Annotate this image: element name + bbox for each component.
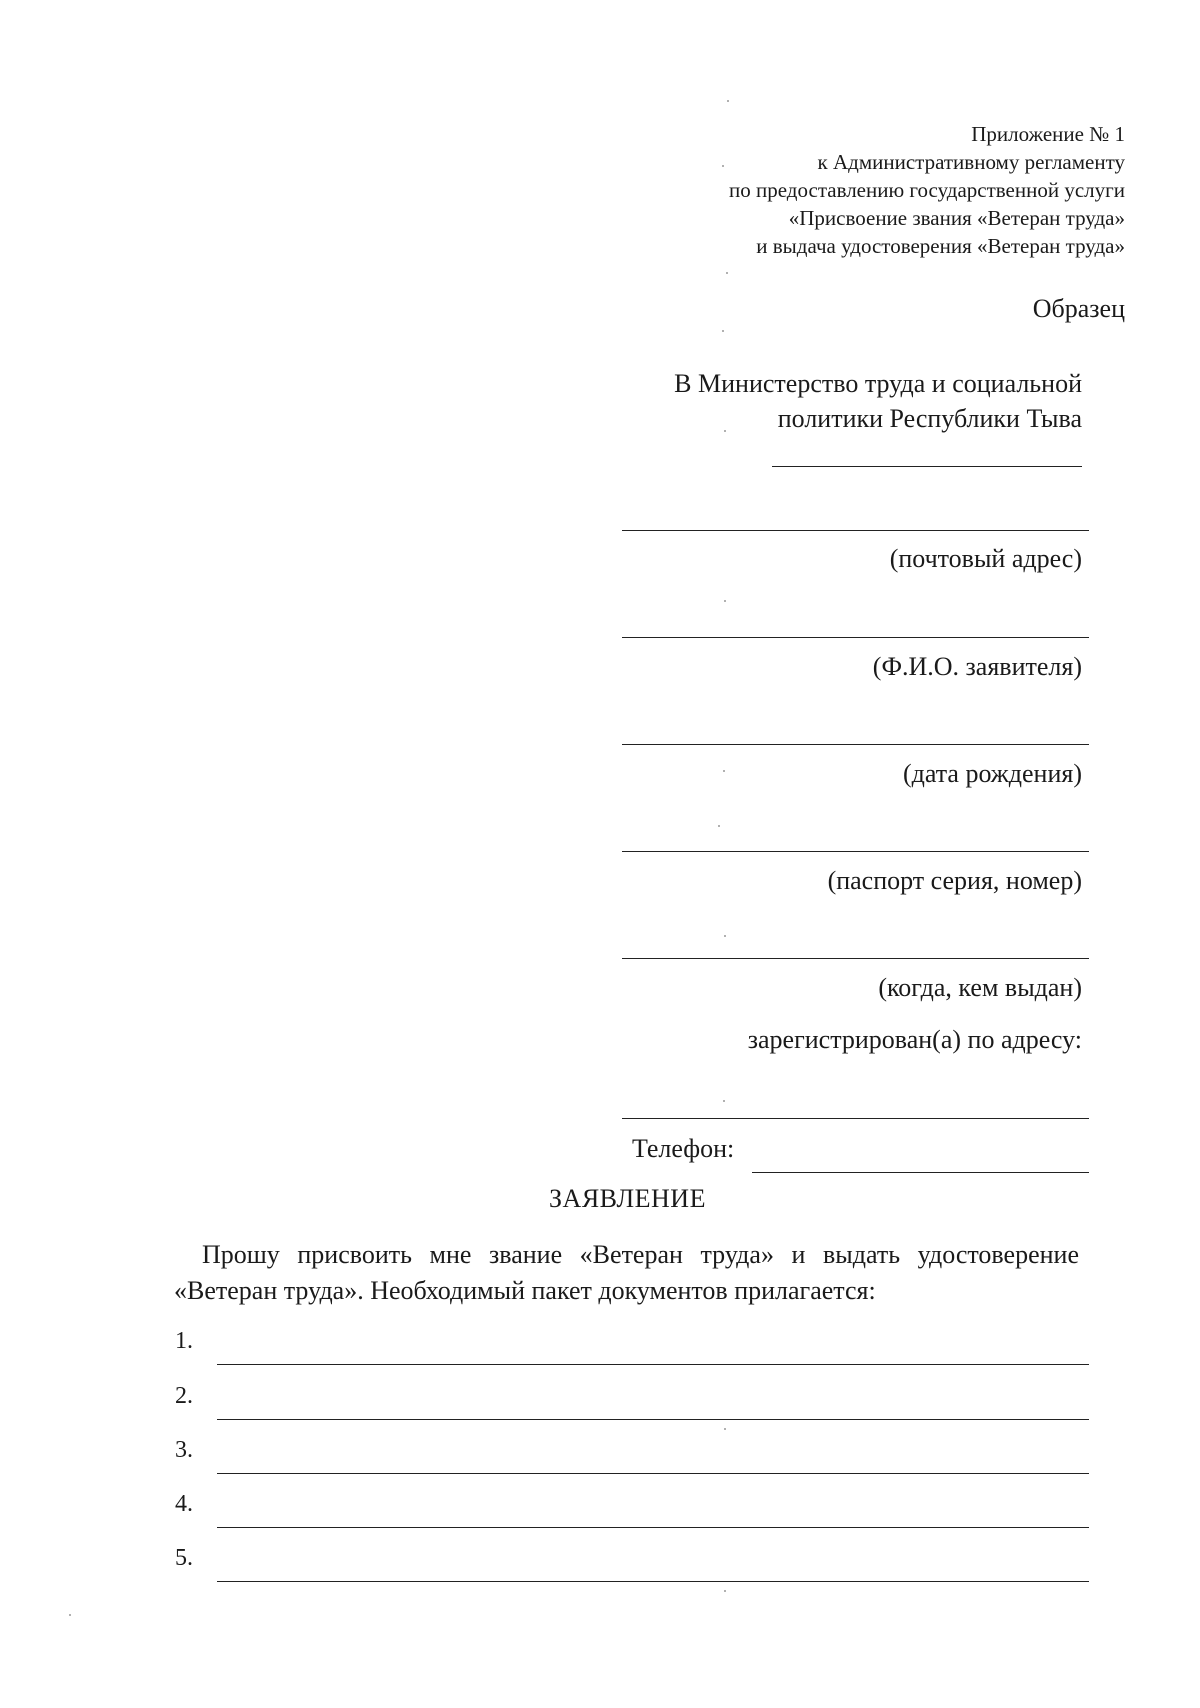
applicant-short-line[interactable] — [772, 466, 1082, 467]
scan-speck — [724, 935, 726, 937]
document-item-number-1: 1. — [175, 1328, 193, 1354]
appendix-line-3: по предоставлению государственной услуги — [729, 178, 1125, 202]
registered-address-label: зарегистрирован(а) по адресу: — [747, 1025, 1082, 1054]
scan-speck — [724, 600, 726, 602]
scan-speck — [722, 165, 724, 167]
scan-speck — [723, 770, 725, 772]
addressee-line-1: В Министерство труда и социальной — [674, 369, 1082, 398]
passport-line[interactable] — [622, 851, 1089, 852]
scan-speck — [718, 825, 720, 827]
scan-speck — [727, 100, 729, 102]
full-name-caption: (Ф.И.О. заявителя) — [872, 652, 1082, 681]
passport-caption: (паспорт серия, номер) — [827, 866, 1082, 895]
document-title: ЗАЯВЛЕНИЕ — [549, 1184, 706, 1213]
appendix-header — [729, 120, 1125, 260]
addressee-block — [674, 366, 1082, 436]
document-item-number-4: 4. — [175, 1491, 193, 1517]
postal-address-caption: (почтовый адрес) — [889, 544, 1082, 573]
phone-label: Телефон: — [632, 1134, 735, 1163]
phone-line[interactable] — [752, 1172, 1089, 1173]
addressee-line-2: политики Республики Тыва — [777, 404, 1082, 433]
document-item-line-3[interactable] — [217, 1473, 1089, 1474]
appendix-line-5: и выдача удостоверения «Ветеран труда» — [756, 234, 1125, 258]
issued-line[interactable] — [622, 958, 1089, 959]
birth-date-caption: (дата рождения) — [902, 759, 1082, 788]
document-item-line-2[interactable] — [217, 1419, 1089, 1420]
document-item-number-2: 2. — [175, 1383, 193, 1409]
document-item-line-4[interactable] — [217, 1527, 1089, 1528]
document-item-line-5[interactable] — [217, 1581, 1089, 1582]
scan-speck — [722, 330, 724, 332]
scan-speck — [724, 1428, 726, 1430]
postal-address-line[interactable] — [622, 530, 1089, 531]
scan-speck — [726, 272, 728, 274]
scan-speck — [724, 430, 726, 432]
scan-speck — [724, 1590, 726, 1592]
request-text: Прошу присвоить мне звание «Ветеран труда» и выдать удостоверение «Ветеран труда». Необходимый пакет документов прилагается: — [174, 1240, 1079, 1305]
scan-speck — [723, 1100, 725, 1102]
document-item-number-5: 5. — [175, 1545, 193, 1571]
appendix-line-2: к Административному регламенту — [817, 150, 1125, 174]
appendix-line-4: «Присвоение звания «Ветеран труда» — [788, 206, 1125, 230]
birth-date-line[interactable] — [622, 744, 1089, 745]
document-item-number-3: 3. — [175, 1437, 193, 1463]
appendix-line-1: Приложение № 1 — [971, 122, 1125, 146]
issued-caption: (когда, кем выдан) — [878, 973, 1082, 1002]
document-item-line-1[interactable] — [217, 1364, 1089, 1365]
sample-label: Образец — [1032, 294, 1125, 323]
full-name-line[interactable] — [622, 637, 1089, 638]
registered-address-line[interactable] — [622, 1118, 1089, 1119]
scan-speck — [69, 1614, 71, 1616]
